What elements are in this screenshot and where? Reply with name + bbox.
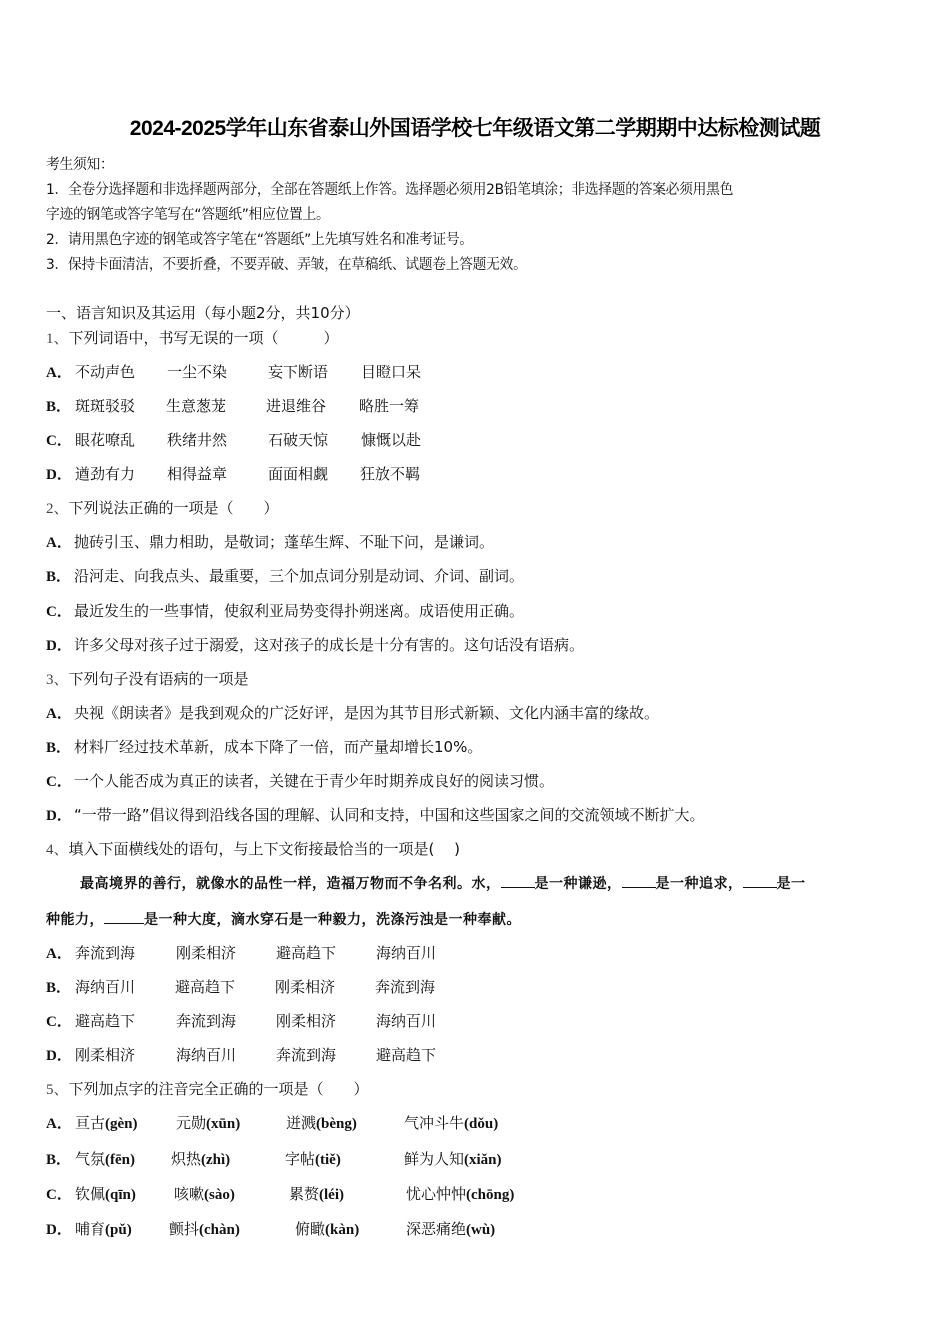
q5-c-item-2: 咳嗽(sào) <box>174 1185 235 1203</box>
q4-c-word-4: 海纳百川 <box>376 1012 437 1030</box>
option-letter: A． <box>46 946 72 962</box>
option-letter: C． <box>46 774 72 790</box>
passage-text: 是一种谦逊， <box>534 876 622 892</box>
q4-passage-line-1 <box>80 873 806 893</box>
option-text: 材料厂经过技术革新，成本下降了一倍，而产量却增长10%。 <box>74 738 483 756</box>
option-text: 抛砖引玉、鼎力相助，是敬词；蓬荜生辉、不耻下问，是谦词。 <box>74 533 495 551</box>
option-text: 许多父母对孩子过于溺爱，这对孩子的成长是十分有害的。这句话没有语病。 <box>74 636 585 654</box>
option-letter: C． <box>46 433 72 449</box>
option-letter: A． <box>46 535 72 551</box>
option-letter: B． <box>46 740 72 756</box>
option-text: 最近发生的一些事情，使叙利亚局势变得扑朔迷离。成语使用正确。 <box>74 602 525 620</box>
q5-stem <box>46 1078 369 1099</box>
q1-c-word-1: 眼花嘹乱 <box>75 431 136 449</box>
q1-number: 1、 <box>46 331 69 347</box>
passage-text: 最高境界的善行，就像水的品性一样，造福万物而不争名利。水， <box>80 876 501 892</box>
q1-b-word-1: 斑斑驳驳 <box>75 397 136 415</box>
q2-stem <box>46 497 279 518</box>
option-letter: D． <box>46 467 72 483</box>
option-letter: B． <box>46 399 72 415</box>
fill-blank-2[interactable] <box>622 875 656 888</box>
passage-text: 种能力， <box>46 912 104 928</box>
q3-stem-text: 下列句子没有语病的一项是 <box>68 670 249 688</box>
q2-option-c[interactable] <box>46 600 524 621</box>
option-text: 央视《朗读者》是我到观众的广泛好评，是因为其节目形式新颖、文化内涵丰富的缘故。 <box>74 704 660 722</box>
q1-b-word-4: 略胜一筹 <box>359 397 420 415</box>
fill-blank-3[interactable] <box>743 875 777 888</box>
q1-c-word-4: 慷慨以赴 <box>361 431 422 449</box>
q5-stem-text: 下列加点字的注音完全正确的一项是（ ） <box>68 1080 369 1098</box>
fill-blank-1[interactable] <box>501 875 535 888</box>
option-letter: C． <box>46 1014 72 1030</box>
q5-c-item-4: 忧心忡忡(chōng) <box>406 1185 515 1203</box>
option-letter: A． <box>46 365 72 381</box>
q4-d-word-4: 避高趋下 <box>376 1046 437 1064</box>
q4-a-word-1: 奔流到海 <box>75 944 136 962</box>
option-letter: B． <box>46 569 72 585</box>
q4-b-word-1: 海纳百川 <box>75 978 136 996</box>
q1-a-word-1: 不动声色 <box>75 363 136 381</box>
q1-a-word-2: 一尘不染 <box>167 363 228 381</box>
q3-option-a[interactable] <box>46 702 659 723</box>
q2-option-b[interactable] <box>46 565 524 586</box>
q1-d-word-2: 相得益章 <box>167 465 228 483</box>
q2-stem-text: 下列说法正确的一项是（ ） <box>68 499 279 517</box>
q1-a-word-4: 目瞪口呆 <box>361 363 422 381</box>
q1-b-word-2: 生意葱茏 <box>166 397 227 415</box>
q4-c-word-2: 奔流到海 <box>176 1012 237 1030</box>
q1-c-word-3: 石破天惊 <box>268 431 329 449</box>
q2-number: 2、 <box>46 501 69 517</box>
q4-stem <box>46 838 460 859</box>
q3-option-d[interactable] <box>46 804 705 825</box>
q5-b-item-2: 炽热(zhì) <box>171 1150 231 1168</box>
q5-c-item-1: 钦佩(qīn) <box>75 1185 136 1203</box>
q4-c-word-3: 刚柔相济 <box>276 1012 337 1030</box>
q5-number: 5、 <box>46 1082 69 1098</box>
q4-number: 4、 <box>46 842 69 858</box>
q1-c-word-2: 秩绪井然 <box>167 431 228 449</box>
q4-stem-text: 填入下面横线处的语句，与上下文衔接最恰当的一项是( ) <box>68 840 460 858</box>
q5-c-item-3: 累赘(léi) <box>289 1185 344 1203</box>
option-letter: B． <box>46 1152 72 1168</box>
q3-stem <box>46 668 249 689</box>
q4-b-word-4: 奔流到海 <box>375 978 436 996</box>
q4-b-word-3: 刚柔相济 <box>275 978 336 996</box>
q5-d-item-1: 哺育(pǔ) <box>75 1220 132 1238</box>
q1-stem <box>46 327 339 348</box>
q5-d-item-4: 深恶痛绝(wù) <box>406 1220 496 1238</box>
q4-passage-line-2 <box>46 909 521 929</box>
option-letter: D． <box>46 638 72 654</box>
notice-item-2: 2．请用黑色字迹的钢笔或答字笔在“答题纸”上先填写姓名和准考证号。 <box>46 232 473 248</box>
option-text: “一带一路”倡议得到沿线各国的理解、认同和支持，中国和这些国家之间的交流领域不断扩大。 <box>74 806 705 824</box>
q5-d-item-3: 俯瞰(kàn) <box>295 1220 360 1238</box>
q2-option-a[interactable] <box>46 531 494 552</box>
passage-text: 是一种追求， <box>655 876 743 892</box>
option-letter: C． <box>46 1187 72 1203</box>
q5-a-item-4: 气冲斗牛(dǒu) <box>404 1114 499 1132</box>
q4-c-word-1: 避高趋下 <box>75 1012 136 1030</box>
notice-heading: 考生须知： <box>46 157 114 173</box>
q5-b-item-4: 鲜为人知(xiǎn) <box>404 1150 502 1168</box>
option-letter: B． <box>46 980 72 996</box>
passage-text: 是一 <box>776 876 806 892</box>
q4-a-word-4: 海纳百川 <box>376 944 437 962</box>
notice-item-1-cont: 字迹的钢笔或答字笔写在“答题纸”相应位置上。 <box>46 207 330 223</box>
option-letter: C． <box>46 604 72 620</box>
fill-blank-4[interactable] <box>104 911 144 924</box>
q2-option-d[interactable] <box>46 634 584 655</box>
option-text: 一个人能否成为真正的读者，关键在于青少年时期养成良好的阅读习惯。 <box>74 772 555 790</box>
q5-b-item-3: 字帖(tiě) <box>285 1150 341 1168</box>
q5-a-item-3: 迸溅(bèng) <box>286 1114 357 1132</box>
q1-d-word-1: 遒劲有力 <box>75 465 136 483</box>
option-letter: D． <box>46 808 72 824</box>
q3-option-c[interactable] <box>46 770 554 791</box>
passage-text: 是一种大度，滴水穿石是一种毅力，洗涤污浊是一种奉献。 <box>144 912 521 928</box>
option-text: 沿河走、向我点头、最重要，三个加点词分别是动词、介词、副词。 <box>74 567 525 585</box>
q1-a-word-3: 妄下断语 <box>268 363 329 381</box>
q1-b-word-3: 进退维谷 <box>266 397 327 415</box>
q5-b-item-1: 气氛(fēn) <box>75 1150 136 1168</box>
q4-a-word-3: 避高趋下 <box>276 944 337 962</box>
page-title: 2024-2025学年山东省泰山外国语学校七年级语文第二学期期中达标检测试题 <box>129 117 821 140</box>
q3-option-b[interactable] <box>46 736 482 757</box>
option-letter: D． <box>46 1048 72 1064</box>
q1-d-word-3: 面面相觑 <box>268 465 329 483</box>
section-heading: 一、语言知识及其运用（每小题2分，共10分） <box>46 304 360 322</box>
option-letter: A． <box>46 706 72 722</box>
notice-item-3: 3．保持卡面清洁，不要折叠，不要弄破、弄皱，在草稿纸、试题卷上答题无效。 <box>46 257 527 273</box>
q5-a-item-2: 元勋(xūn) <box>176 1114 241 1132</box>
q4-b-word-2: 避高趋下 <box>175 978 236 996</box>
q5-d-item-2: 颤抖(chàn) <box>169 1220 240 1238</box>
option-letter: D． <box>46 1222 72 1238</box>
notice-item-1: 1．全卷分选择题和非选择题两部分，全部在答题纸上作答。选择题必须用2B铅笔填涂；非选择题的答案必须用黑色 <box>46 182 734 198</box>
q4-d-word-1: 刚柔相济 <box>75 1046 136 1064</box>
option-letter: A． <box>46 1116 72 1132</box>
q4-a-word-2: 刚柔相济 <box>176 944 237 962</box>
q1-stem-text: 下列词语中，书写无误的一项（ ） <box>68 329 339 347</box>
q1-d-word-4: 狂放不羁 <box>360 465 421 483</box>
q4-d-word-2: 海纳百川 <box>176 1046 237 1064</box>
q3-number: 3、 <box>46 672 69 688</box>
q5-a-item-1: 亘古(gèn) <box>75 1114 138 1132</box>
q4-d-word-3: 奔流到海 <box>276 1046 337 1064</box>
